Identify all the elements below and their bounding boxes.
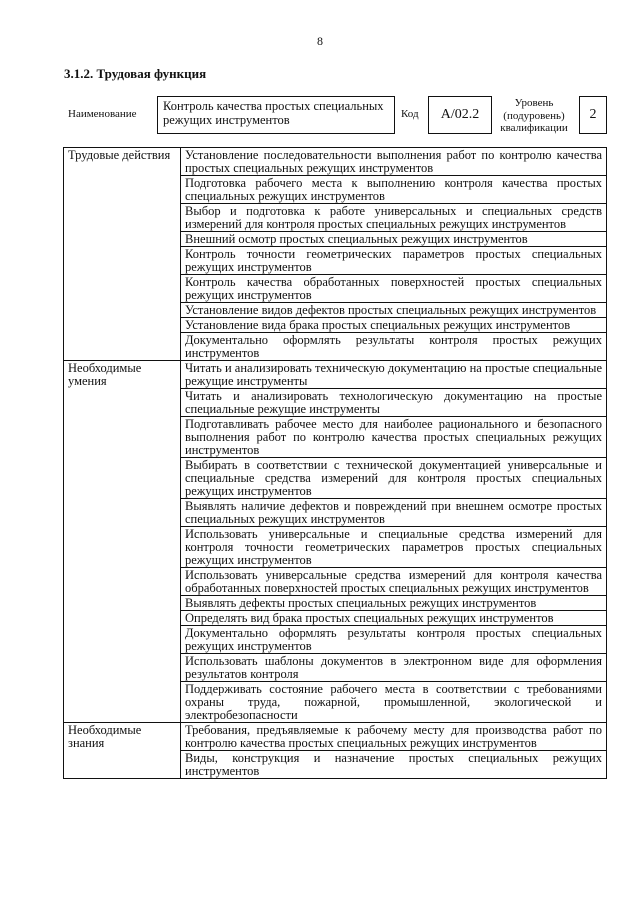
item-cell: Использовать шаблоны документов в электронном виде для оформления результатов контроля	[181, 654, 607, 682]
level-value-box: 2	[579, 96, 607, 134]
item-cell: Контроль точности геометрических параметров простых специальных режущих инструментов	[181, 247, 607, 275]
item-cell: Использовать универсальные и специальные средства измерений для контроля точности геометрических параметров простых специальных режущих инструментов	[181, 527, 607, 568]
category-cell: Трудовые действия	[64, 148, 181, 361]
section-title: 3.1.2. Трудовая функция	[64, 66, 207, 81]
item-cell: Выбирать в соответствии с технической документацией универсальные и специальные средства измерений для контроля простых специальных режущих инструментов	[181, 458, 607, 499]
item-cell: Виды, конструкция и назначение простых специальных режущих инструментов	[181, 751, 607, 779]
category-cell: Необходимые умения	[64, 361, 181, 723]
name-value-box: Контроль качества простых специальных режущих инструментов	[157, 96, 395, 134]
item-cell: Выявлять наличие дефектов и повреждений при внешнем осмотре простых специальных режущих инструментов	[181, 499, 607, 527]
table-row	[64, 148, 607, 176]
category-cell: Необходимые знания	[64, 723, 181, 779]
item-cell: Подготовка рабочего места к выполнению контроля качества простых специальных режущих инструментов	[181, 176, 607, 204]
item-cell: Контроль качества обработанных поверхностей простых специальных режущих инструментов	[181, 275, 607, 303]
item-cell: Выбор и подготовка к работе универсальных и специальных средств измерений для контроля простых специальных режущих инструментов	[181, 204, 607, 232]
item-cell: Читать и анализировать технологическую документацию на простые специальные режущие инструменты	[181, 389, 607, 417]
table-row	[64, 361, 607, 389]
item-cell: Поддерживать состояние рабочего места в соответствии с требованиями охраны труда, пожарной, промышленной, экологической и электробезопасности	[181, 682, 607, 723]
item-cell: Выявлять дефекты простых специальных режущих инструментов	[181, 596, 607, 611]
item-cell: Использовать универсальные средства измерений для контроля качества обработанных поверхностей простых специальных режущих инструментов	[181, 568, 607, 596]
page-number: 8	[317, 34, 323, 48]
item-cell: Документально оформлять результаты контроля простых режущих инструментов	[181, 333, 607, 361]
table-row	[64, 723, 607, 751]
code-label: Код	[401, 108, 419, 120]
item-cell: Требования, предъявляемые к рабочему месту для производства работ по контролю качества простых специальных режущих инструментов	[181, 723, 607, 751]
code-value-box: А/02.2	[428, 96, 492, 134]
item-cell: Читать и анализировать техническую документацию на простые специальные режущие инструменты	[181, 361, 607, 389]
item-cell: Установление последовательности выполнения работ по контролю качества простых специальных режущих инструментов	[181, 148, 607, 176]
item-cell: Установление вида брака простых специальных режущих инструментов	[181, 318, 607, 333]
item-cell: Внешний осмотр простых специальных режущих инструментов	[181, 232, 607, 247]
item-cell: Документально оформлять результаты контроля простых специальных режущих инструментов	[181, 626, 607, 654]
item-cell: Установление видов дефектов простых специальных режущих инструментов	[181, 303, 607, 318]
function-table	[63, 147, 607, 779]
item-cell: Подготавливать рабочее место для наиболее рационального и безопасного выполнения работ по контролю качества простых специальных режущих инструментов	[181, 417, 607, 458]
level-label: Уровень (подуровень) квалификации	[500, 97, 568, 134]
name-label: Наименование	[68, 108, 137, 120]
item-cell: Определять вид брака простых специальных режущих инструментов	[181, 611, 607, 626]
